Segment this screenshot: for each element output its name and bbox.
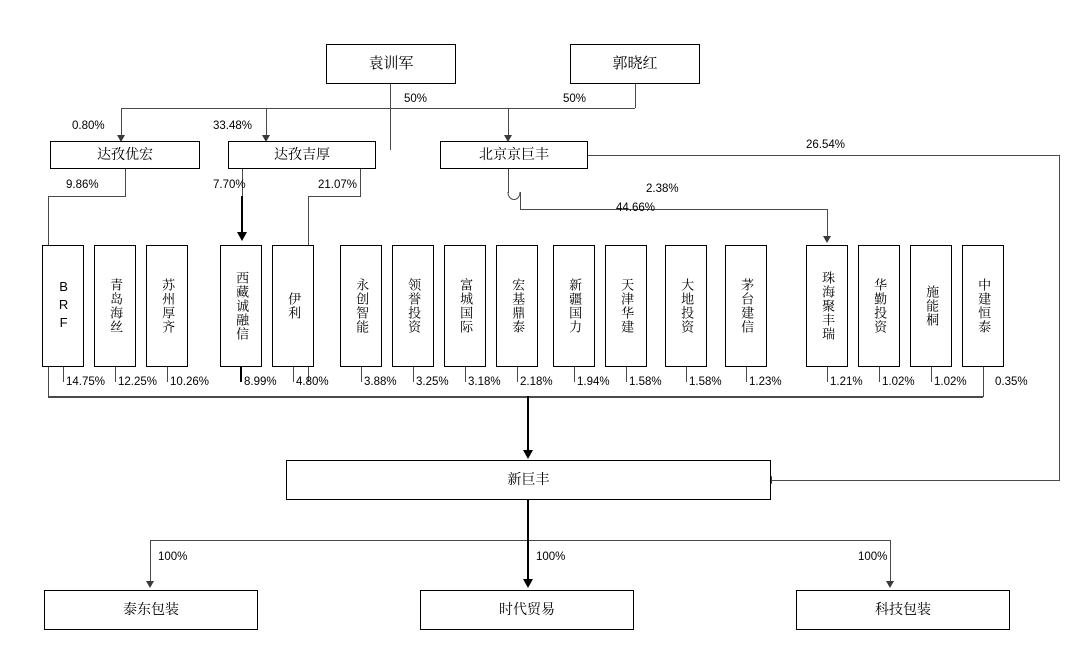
node-label: 达孜优宏: [97, 146, 153, 163]
node-shareholder-maotaijianxin: [725, 245, 767, 367]
node-label: 宏基鼎泰: [510, 278, 526, 334]
label-youhong-pct: 9.86%: [66, 179, 99, 191]
edge-s10-drop: [574, 367, 575, 382]
node-label: 中建恒泰: [976, 278, 992, 334]
label-pct-s7: 3.25%: [416, 376, 449, 388]
label-jufeng-238: 2.38%: [646, 183, 679, 195]
node-shareholder-hongjidingtai: [496, 245, 538, 367]
edge-sub2-drop: [527, 540, 529, 583]
node-label: 时代贸易: [499, 601, 555, 618]
edge-jihou-rail-right: [308, 196, 361, 197]
label-pct-s1: 14.75%: [66, 376, 106, 388]
label-sub3-pct: 100%: [858, 551, 888, 563]
label-p1-to-jihou: 33.48%: [213, 120, 253, 132]
node-label: 青岛海丝: [108, 278, 124, 334]
edge-youhong-down: [125, 169, 126, 197]
node-shareholder-didtouzi: [665, 245, 707, 367]
label-pct-s10: 1.94%: [577, 376, 610, 388]
label-pct-s15: 1.02%: [882, 376, 915, 388]
edge-s15-drop: [879, 367, 880, 382]
edge-p1-to-youhong: [121, 108, 122, 137]
edge-company-down: [527, 500, 529, 540]
edge-youhong-rail: [48, 196, 126, 197]
edge-s11-drop: [626, 367, 627, 382]
node-shareholder-lingyutouzi: [392, 245, 434, 367]
node-label: 领誉投资: [406, 278, 422, 334]
edge-s2-drop: [115, 367, 116, 382]
edge-jufeng-right-down: [1059, 155, 1060, 480]
label-pct-s12: 1.58%: [689, 376, 722, 388]
node-label: 富城国际: [458, 278, 474, 334]
edge-s3-drop: [167, 367, 168, 382]
node-shareholder-xinjiangguoli: [553, 245, 595, 367]
node-label: 茅台建信: [739, 278, 755, 334]
node-label: BRF: [56, 279, 72, 333]
node-label: 郭晓红: [612, 54, 658, 72]
label-pct-s16: 1.02%: [934, 376, 967, 388]
edge-p1-to-jihou: [266, 108, 267, 137]
arrowhead-to-chengrongxin: [237, 232, 247, 241]
node-subsidiary-shidaimaoyi: [420, 590, 634, 630]
node-label: 苏州厚齐: [160, 278, 176, 334]
edge-collector-bus-lower: [48, 397, 983, 398]
node-shareholder-brf: [42, 245, 84, 367]
node-subsidiary-taidongbaozhuang: [44, 590, 258, 630]
label-pct-s8: 3.18%: [468, 376, 501, 388]
edge-bus-right-end: [983, 382, 984, 397]
node-shareholder-shinengtong: [910, 245, 952, 367]
edge-sub3-drop: [890, 540, 891, 583]
label-jufeng-2654: 26.54%: [806, 139, 846, 151]
label-pct-s14: 1.21%: [830, 376, 863, 388]
node-label: 科技包装: [875, 601, 931, 618]
arrowhead-bus-to-company: [523, 450, 533, 459]
arrowhead-to-sub1: [146, 581, 154, 588]
label-pct-s11: 1.58%: [629, 376, 662, 388]
edge-s8-drop: [465, 367, 466, 382]
label-jihou-770: 7.70%: [213, 179, 246, 191]
arrowhead-to-sub3: [886, 581, 894, 588]
node-label: 达孜吉厚: [274, 146, 330, 163]
node-subsidiary-kejibaozhuang: [796, 590, 1010, 630]
edge-sub1-drop: [150, 540, 151, 583]
edge-s14-drop: [827, 367, 828, 382]
node-label: 新疆国力: [567, 278, 583, 334]
label-pct-s9: 2.18%: [520, 376, 553, 388]
edge-s17-drop: [983, 367, 984, 382]
label-sub1-pct: 100%: [158, 551, 188, 563]
label-pct-s5: 4.80%: [296, 376, 329, 388]
node-label: 施能桐: [924, 285, 940, 327]
node-label: 天津华建: [619, 278, 635, 334]
label-sub2-pct: 100%: [536, 551, 566, 563]
node-label: 西藏诚融信: [234, 271, 250, 341]
edge-s12-drop: [686, 367, 687, 382]
edge-jufeng-4466-rail: [520, 209, 828, 210]
label-pct-s2: 12.25%: [118, 376, 158, 388]
arrowhead-jufeng-to-zhuhai: [823, 236, 831, 243]
edge-p1-left-rail: [121, 108, 391, 109]
node-label: 永创智能: [354, 278, 370, 334]
node-shareholder-qingdaohaisi: [94, 245, 136, 367]
node-shareholder-yili: [272, 245, 314, 367]
edge-s7-drop: [413, 367, 414, 382]
edge-jufeng-4466-to-zhuhai: [827, 209, 828, 238]
node-shareholder-suzhouhouqi: [146, 245, 188, 367]
node-person-yuanxunjun: [326, 44, 456, 84]
node-shareholder-zhuhaijufengrui: [806, 245, 848, 367]
edge-p2-down: [635, 84, 636, 108]
edge-s6-drop: [361, 367, 362, 382]
label-pct-s13: 1.23%: [749, 376, 782, 388]
edge-bus-to-company: [527, 396, 529, 456]
label-pct-s4: 8.99%: [244, 376, 277, 388]
edge-bus-left-end: [48, 382, 49, 397]
node-label: 华勤投资: [872, 278, 888, 334]
edge-s13-drop: [746, 367, 747, 382]
node-holding-dazi-jihou: [228, 141, 376, 169]
label-p1-50pct: 50%: [404, 93, 428, 105]
node-label: 大地投资: [679, 278, 695, 334]
edge-s9-drop: [517, 367, 518, 382]
node-company-xinjufeng: [286, 460, 771, 500]
edge-s1-drop: [63, 367, 64, 382]
edge-p1-down: [390, 84, 391, 150]
edge-s5-drop: [293, 367, 294, 382]
label-p1-to-youhong: 0.80%: [72, 120, 105, 132]
node-shareholder-zhongjianhengtai: [962, 245, 1004, 367]
node-shareholder-huaqintouzi: [858, 245, 900, 367]
node-shareholder-yongchuangzhineng: [340, 245, 382, 367]
edge-jufeng-drop: [508, 108, 509, 137]
label-pct-s17: 0.35%: [995, 376, 1028, 388]
node-person-guoxiaohong: [570, 44, 700, 84]
edge-subsidiary-rail: [150, 540, 890, 541]
edge-jufeng-4466-left-stub: [520, 192, 521, 210]
arrowhead-to-sub2: [523, 579, 533, 588]
node-shareholder-xizangchengrongxin: [220, 245, 262, 367]
label-jihou-2107: 21.07%: [318, 179, 358, 191]
label-p2-50pct: 50%: [563, 93, 587, 105]
label-pct-s6: 3.88%: [364, 376, 397, 388]
node-label: 新巨丰: [507, 471, 550, 488]
edge-s4-drop: [240, 367, 242, 382]
edge-s16-drop: [931, 367, 932, 382]
label-jufeng-4466: 44.66%: [616, 202, 656, 214]
edge-jihou-down-right: [360, 169, 361, 197]
node-label: 泰东包装: [123, 601, 179, 618]
node-label: 北京京巨丰: [479, 146, 549, 163]
edge-jufeng-into-company: [771, 480, 1060, 481]
node-label: 伊利: [286, 292, 302, 320]
node-shareholder-tianjinhuajian: [605, 245, 647, 367]
edge-jufeng-right-rail: [588, 155, 1060, 156]
node-label: 袁训军: [368, 54, 414, 72]
node-holding-dazi-youhong: [50, 141, 200, 169]
node-shareholder-fuchengguoji: [444, 245, 486, 367]
label-pct-s3: 10.26%: [170, 376, 210, 388]
node-label: 珠海聚丰瑞: [820, 271, 836, 341]
edge-5050-rail: [390, 108, 635, 109]
node-holding-beijing-jingjufeng: [440, 141, 588, 169]
